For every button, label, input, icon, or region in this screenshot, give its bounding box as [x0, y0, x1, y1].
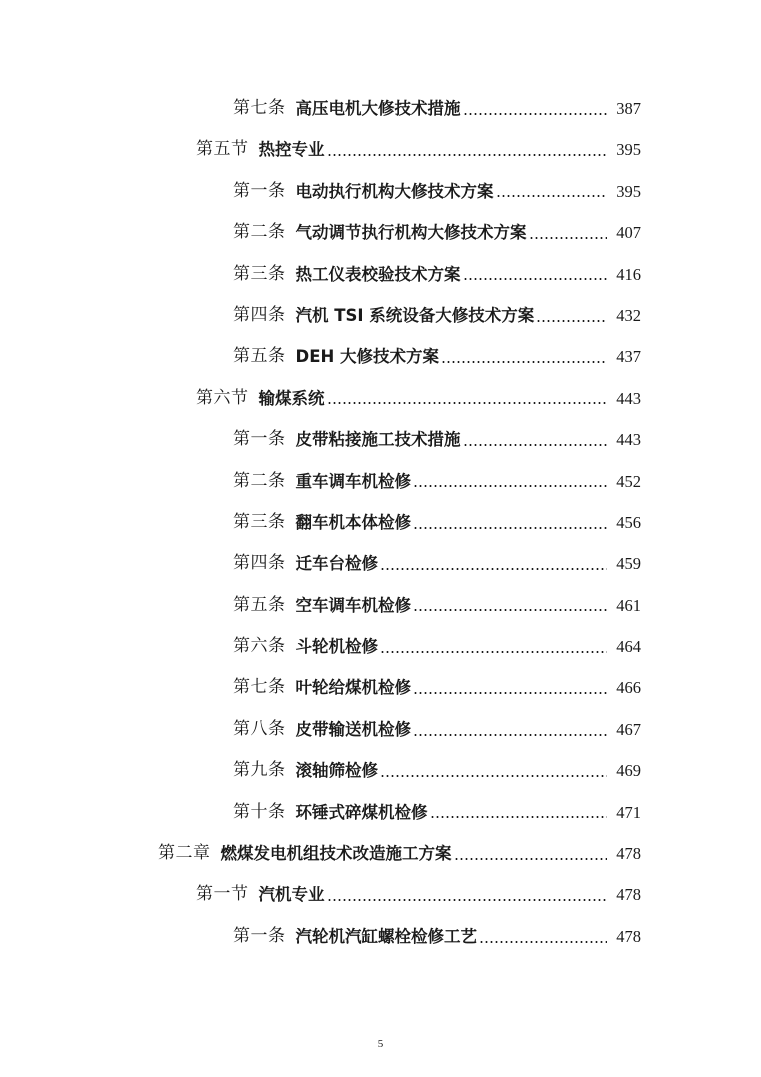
toc-entry-title: 滚轴筛检修 [295, 761, 378, 781]
toc-entry[interactable] [0, 543, 761, 584]
toc-entry-title: 气动调节执行机构大修技术方案 [295, 223, 527, 243]
toc-entry-title: 汽轮机汽缸螺栓检修工艺 [295, 926, 477, 946]
toc-entry-title: 汽机 TSI 系统设备大修技术方案 [295, 305, 535, 325]
toc-entry-label: 第一条 [233, 429, 286, 450]
toc-entry-title: 斗轮机检修 [295, 637, 378, 657]
toc-entry[interactable] [0, 461, 761, 502]
dot-leader [327, 402, 608, 404]
toc-entry[interactable] [0, 709, 761, 750]
toc-entry-page: 416 [616, 264, 641, 284]
toc-entry-page: 478 [616, 885, 641, 905]
toc-entry-page: 452 [616, 471, 641, 491]
toc-entry-label: 第二条 [233, 222, 286, 243]
dot-leader [430, 816, 608, 818]
toc-entry-page: 437 [616, 347, 641, 367]
dot-leader [463, 444, 608, 446]
toc-entry-page: 461 [616, 595, 641, 615]
toc-entry-title: 翻车机本体检修 [295, 512, 411, 532]
toc-entry-page: 395 [616, 181, 641, 201]
toc-entry-page: 478 [616, 926, 641, 946]
toc-entry-title: 叶轮给煤机检修 [295, 678, 411, 698]
toc-entry-page: 387 [616, 99, 641, 118]
toc-entry-title: 燃煤发电机组技术改造施工方案 [220, 844, 452, 864]
toc-entry-label: 第七条 [233, 677, 286, 698]
toc-entry-label: 第四条 [233, 553, 286, 574]
toc-entry-label: 第五条 [233, 594, 286, 615]
dot-leader [413, 609, 607, 611]
toc-entry-label: 第一条 [233, 180, 286, 201]
toc-entry[interactable] [0, 378, 761, 419]
dot-leader [463, 113, 608, 115]
toc-entry-label: 第八条 [233, 718, 286, 739]
dot-leader [380, 568, 607, 570]
dot-leader [529, 237, 608, 239]
toc-entry-page: 464 [616, 637, 641, 657]
toc-entry-title: 皮带输送机检修 [295, 719, 411, 739]
toc-entry-label: 第九条 [233, 760, 286, 781]
toc-entry-title: 皮带粘接施工技术措施 [295, 430, 461, 450]
dot-leader [413, 734, 607, 736]
toc-entry[interactable] [0, 336, 761, 377]
toc-entry-title: 迁车台检修 [295, 554, 378, 574]
toc-entry[interactable] [0, 295, 761, 336]
toc-entry[interactable] [0, 502, 761, 543]
toc-entry[interactable] [0, 129, 761, 170]
dot-leader [479, 941, 607, 943]
toc-entry-page: 395 [616, 140, 641, 160]
toc-entry-label: 第十条 [233, 801, 286, 822]
toc-entry[interactable] [0, 916, 761, 957]
toc-entry[interactable] [0, 833, 761, 874]
toc-entry-label: 第六条 [233, 636, 286, 657]
toc-entry[interactable] [0, 254, 761, 295]
toc-entry-title: DEH 大修技术方案 [295, 347, 440, 367]
toc-entry-title: 输煤系统 [258, 388, 325, 408]
dot-leader [380, 651, 607, 653]
toc-entry-label: 第七条 [233, 98, 286, 118]
toc-entry[interactable] [0, 585, 761, 626]
toc-entry-title: 汽机专业 [258, 885, 325, 905]
dot-leader [413, 527, 607, 529]
dot-leader [441, 361, 607, 363]
dot-leader [413, 692, 607, 694]
toc-entry[interactable] [0, 171, 761, 212]
dot-leader [327, 154, 608, 156]
toc-entry-page: 443 [616, 388, 641, 408]
toc-entry-title: 电动执行机构大修技术方案 [295, 181, 494, 201]
toc-entry-page: 443 [616, 430, 641, 450]
toc-entry-page: 432 [616, 305, 641, 325]
dot-leader [463, 278, 608, 280]
toc-entry[interactable] [0, 212, 761, 253]
toc-entry-page: 459 [616, 554, 641, 574]
toc-entry-title: 热控专业 [258, 140, 325, 160]
toc-entry-page: 467 [616, 719, 641, 739]
toc-entry-label: 第三条 [233, 511, 286, 532]
toc-entry-label: 第六节 [196, 387, 249, 408]
toc-entry-title: 高压电机大修技术措施 [295, 99, 461, 118]
toc-entry-label: 第二章 [158, 843, 211, 864]
dot-leader [380, 775, 607, 777]
toc-entry-title: 空车调车机检修 [295, 595, 411, 615]
toc-entry-label: 第二条 [233, 470, 286, 491]
dot-leader [496, 195, 608, 197]
toc-entry-title: 环锤式碎煤机检修 [295, 802, 428, 822]
toc-entry-label: 第四条 [233, 304, 286, 325]
toc-entry[interactable] [0, 88, 761, 129]
toc-entry-label: 第五条 [233, 346, 286, 367]
toc-entry-page: 407 [616, 223, 641, 243]
toc-entry-title: 热工仪表校验技术方案 [295, 264, 461, 284]
toc-entry[interactable] [0, 626, 761, 667]
toc-entry-label: 第一节 [196, 884, 249, 905]
toc-entry[interactable] [0, 750, 761, 791]
page-number: 5 [377, 1038, 384, 1050]
toc-entry[interactable] [0, 874, 761, 915]
table-of-contents [0, 88, 761, 957]
toc-entry-label: 第一条 [233, 925, 286, 946]
toc-entry-page: 478 [616, 844, 641, 864]
toc-entry-page: 466 [616, 678, 641, 698]
toc-entry[interactable] [0, 419, 761, 460]
dot-leader [536, 320, 607, 322]
toc-entry[interactable] [0, 792, 761, 833]
toc-entry-page: 471 [616, 802, 641, 822]
toc-entry-page: 456 [616, 512, 641, 532]
toc-entry[interactable] [0, 667, 761, 708]
toc-entry-title: 重车调车机检修 [295, 471, 411, 491]
dot-leader [454, 858, 608, 860]
dot-leader [413, 485, 607, 487]
dot-leader [327, 899, 608, 901]
toc-entry-page: 469 [616, 761, 641, 781]
toc-entry-label: 第五节 [196, 139, 249, 160]
toc-entry-label: 第三条 [233, 263, 286, 284]
